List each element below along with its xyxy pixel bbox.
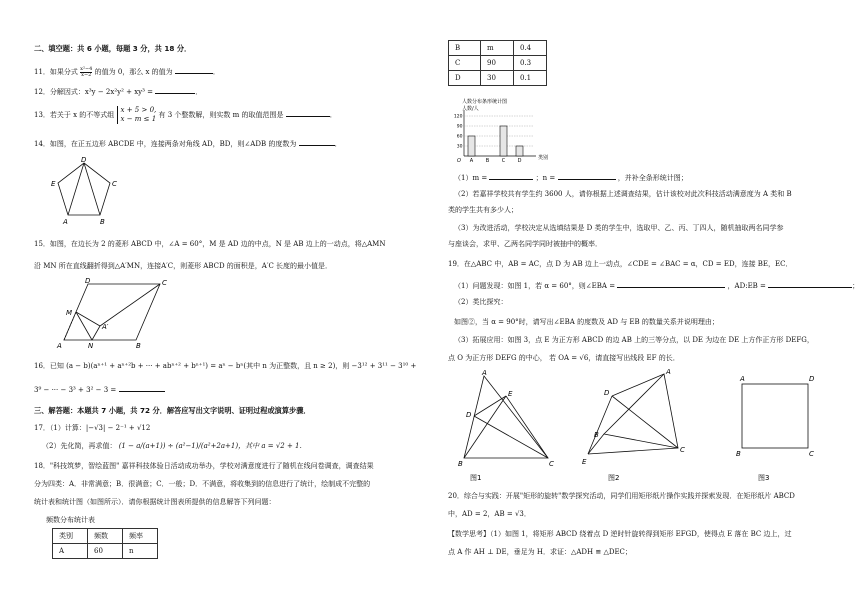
- segment-ec: [588, 448, 678, 454]
- square-abcd: [742, 384, 808, 448]
- q19-ratio-answer-blank[interactable]: [768, 280, 852, 288]
- segment-de: [588, 396, 612, 454]
- q17-part2-lead: （2）先化简，再求值：: [42, 442, 117, 450]
- question-20-line3: 【数学思考】（1）如图 1，将矩形 ABCD 绕着点 D 逆时针旋转得到矩形 EFGD，使得点 E 落在 BC 边上，过: [448, 530, 792, 538]
- figure-3: [730, 372, 820, 482]
- question-18-part2-line1: （2）若嘉祥学校共有学生约 3600 人，请你根据上述调查结果，估计该校对此次科技活动满意度为 A 类和 B: [454, 190, 792, 198]
- question-16-line2: [34, 384, 165, 395]
- table-cell: 60: [88, 544, 123, 559]
- fig3-caption: 图3: [758, 474, 770, 482]
- table-cell: B: [449, 41, 481, 56]
- question-14: 14．如图，在正五边形 ABCDE 中，连接两条对角线 AD，BD，则∠ADB 的度数为 ．: [34, 140, 342, 148]
- pentagon-outline: [58, 163, 110, 215]
- bar-chart: [448, 96, 558, 164]
- rhombus-label-a-prime: A′: [102, 323, 109, 331]
- q11-text-a: 11．如果分式: [34, 68, 78, 76]
- bar-chart-y-axis-label: 人数/人: [462, 106, 479, 112]
- bar-chart-y-tick-label: 90: [456, 124, 463, 130]
- table-cell: 30: [481, 71, 514, 86]
- rhombus-label-c: C: [162, 279, 167, 287]
- fold-line-mn: [76, 312, 92, 340]
- bar-chart-title: 人数分布条形统计图: [462, 99, 508, 105]
- q13-inequality-system: [117, 106, 157, 124]
- fig1-label-a: A: [482, 369, 487, 377]
- fig3-label-b: B: [736, 450, 741, 458]
- q13-answer-blank[interactable]: [286, 109, 330, 117]
- fig1-caption: 图1: [470, 474, 482, 482]
- table-header-cell: 频率: [123, 529, 158, 544]
- figure-2: [578, 368, 688, 482]
- question-18-line1: 18．"科技筑梦，智绘蓝图" 嘉祥科技体验日活动成功举办，学校对满意度进行了随机在线问卷调查，调查结果: [34, 462, 374, 470]
- bar-chart-x-tick-label: A: [469, 158, 474, 164]
- q18-part1-tail: ，并补全条形统计图；: [617, 174, 688, 182]
- table-cell: A: [53, 544, 88, 559]
- rhombus-outline: [64, 284, 160, 340]
- q14-text: 14．如图，在正五边形 ABCDE 中，连接两条对角线 AD，BD，则∠ADB 的度数为: [34, 140, 297, 148]
- pentagon-label-c: C: [112, 180, 117, 188]
- fig3-label-a: A: [740, 375, 745, 383]
- q12-answer-blank[interactable]: [155, 86, 195, 94]
- bar-chart-x-tick-label: B: [485, 158, 490, 164]
- table-row: [449, 71, 547, 86]
- fig1-label-d: D: [466, 411, 472, 419]
- diagonal-bd: [84, 163, 100, 215]
- fig2-label-e: E: [582, 458, 587, 466]
- fig2-label-c: C: [680, 446, 685, 454]
- question-18-part3-line2: 与座谈会，求甲、乙两名同学同时被抽中的概率．: [448, 240, 602, 248]
- question-17-part2: [42, 442, 307, 451]
- segment-ec: [506, 396, 548, 458]
- question-13: 13．若关于 x 的不等式组 x + 5 > 0, x − m ≤ 1 有 3 个整数解，则实数 m 的取值范围是 ．: [34, 106, 337, 123]
- q17-part2-expression: (1 − a/(a+1)) ÷ (a²−1)/(a²+2a+1)，其中 a = √2 + 1．: [118, 442, 307, 450]
- q11-text-b: 的值为 0，那么 x 的值为: [94, 68, 173, 76]
- question-18-part1: [454, 172, 688, 183]
- segment-dc: [474, 416, 548, 458]
- rhombus-label-d: D: [85, 278, 91, 285]
- q16-text: 3⁹ − ··· − 3³ + 3² − 3 =: [34, 386, 117, 394]
- section-solve-title: 三、解答题：本题共 7 小题，共 72 分．解答应写出文字说明、证明过程或演算步骤．: [34, 406, 311, 415]
- segment-na: [92, 326, 100, 340]
- bar-c: [500, 126, 507, 156]
- q18-part1-n: ；n =: [535, 174, 556, 182]
- pentagon-label-e: E: [51, 180, 56, 188]
- bar-a: [468, 136, 475, 156]
- bar-chart-x-tick-label: D: [517, 158, 522, 164]
- q19-angle-answer-blank[interactable]: [617, 280, 725, 288]
- question-15-line1: 15．如图，在边长为 2 的菱形 ABCD 中，∠A = 60°，M 是 AD 边的中点，N 是 AB 边上的一动点，将△AMN: [34, 240, 386, 248]
- question-15-line2: 沿 MN 所在直线翻折得到△A′MN，连接A′C，则菱形 ABCD 的面积是，A′C 长度的最小值是．: [34, 262, 333, 270]
- pentagon-label-d: D: [81, 156, 87, 164]
- fig2-label-a: A: [666, 368, 671, 376]
- question-19-part3-line1: （3）拓展应用：如图 3，点 E 为正方形 ABCD 的边 AB 上的三等分点，以 DE 为边在 DE 上方作正方形 DEFG，: [454, 336, 814, 344]
- table-header-cell: 频数: [88, 529, 123, 544]
- figure-1: [458, 368, 558, 482]
- table-cell: 0.3: [514, 56, 547, 71]
- bar-chart-origin-label: O: [457, 158, 461, 164]
- question-18-part3-line1: （3）为改进活动，学校决定从选填结果是 D 类的学生中，选取甲、乙、丙、丁四人，随机抽取两名同学参: [454, 224, 784, 232]
- table-cell: 0.1: [514, 71, 547, 86]
- table-cell: 0.4: [514, 41, 547, 56]
- bar-chart-y-tick-label: 120: [453, 114, 463, 120]
- segment-da: [612, 374, 664, 396]
- bar-chart-x-tick-label: C: [501, 158, 506, 164]
- question-18-line3: 统计表和统计图（如图所示）．请你根据统计图表所提供的信息解答下列问题：: [34, 498, 276, 506]
- question-12: 12．分解因式：x³y − 2x²y² + xy³ = ．: [34, 88, 203, 96]
- diagonal-ad: [68, 163, 84, 215]
- q19-ratio-text: ，AD:EB =: [727, 282, 766, 290]
- fig1-label-e: E: [508, 390, 513, 398]
- bar-chart-y-tick-label: 60: [456, 134, 463, 140]
- pentagon-label-a: A: [63, 218, 68, 226]
- q18-n-answer-blank[interactable]: [558, 172, 616, 180]
- q11-answer-blank[interactable]: [175, 66, 213, 74]
- segment-eb: [464, 396, 506, 458]
- table-cell: 90: [481, 56, 514, 71]
- q11-fraction-numerator: x²−4: [80, 65, 93, 72]
- question-16-line1: 16．已知 (a − b)(aⁿ⁺¹ + aⁿ⁺²b + ··· + abⁿ⁺² + bⁿ⁺¹) = aⁿ − bⁿ(其中 n 为正整数，且 n ≥ 2)，则 −3¹² + 3¹¹ − 3¹⁰ +: [34, 362, 417, 370]
- fig2-label-d: D: [604, 389, 610, 397]
- q13-text-a: 13．若关于 x 的不等式组: [34, 110, 115, 119]
- question-20-line4: 点 A 作 AH ⊥ DE，垂足为 H．求证：△ADH ≌ △DEC；: [448, 548, 632, 556]
- rhombus-label-m: M: [66, 309, 73, 317]
- question-19-part2: （2）类比探究：: [454, 298, 508, 306]
- q11-fraction: [80, 67, 92, 78]
- question-20-line2: 中，AD = 2，AB = √3．: [448, 510, 531, 518]
- question-19-part1: （1）问题发现：如图 1，若 α = 60°，则∠EBA = ，AD:EB = ；: [454, 282, 860, 290]
- question-19-line1: 19．在△ABC 中，AB = AC，点 D 为 AB 边上一动点，∠CDE = ∠BAC = α，CD = ED，连接 BE，EC．: [448, 260, 793, 268]
- question-11: 11．如果分式 $\frac{\text{x²−4}}{x-2}$ 的值为 0，那么 x 的值为 ．: [34, 65, 220, 78]
- frequency-table-right: [448, 40, 547, 86]
- fig2-label-b: B: [594, 431, 599, 439]
- question-17-part1: 17．（1）计算：|−√3| − 2⁻¹ + √12: [34, 424, 151, 432]
- fig3-label-d: D: [809, 375, 815, 383]
- q18-part1-m: （1）m =: [454, 174, 488, 182]
- segment-dc: [612, 396, 678, 448]
- fig3-label-c: C: [809, 450, 814, 458]
- frequency-table-title: 频数分布统计表: [46, 516, 95, 524]
- question-19-part2-detail: 如图②，当 α = 90°时，请写出∠EBA 的度数及 AD 与 EB 的数量关系并说明理由；: [454, 318, 719, 326]
- q19-part1-text: （1）问题发现：如图 1，若 α = 60°，则∠EBA =: [454, 282, 616, 290]
- q11-fraction-denominator: x−2: [81, 71, 92, 78]
- table-header-cell: 类别: [53, 529, 88, 544]
- table-cell: m: [481, 41, 514, 56]
- table-row: [449, 41, 547, 56]
- table-cell: D: [449, 71, 481, 86]
- question-18-part2-line2: 类的学生共有多少人；: [448, 206, 518, 214]
- q18-m-answer-blank[interactable]: [489, 172, 533, 180]
- triangle-abc: [464, 376, 548, 458]
- bar-chart-x-axis-label: 类别: [538, 155, 549, 161]
- rhombus-label-b: B: [136, 342, 141, 350]
- rhombus-figure: [48, 278, 188, 350]
- table-row: [449, 56, 547, 71]
- q12-text: 12．分解因式：x³y − 2x²y² + xy³ =: [34, 88, 154, 96]
- rhombus-label-n: N: [88, 342, 94, 350]
- bar-chart-y-tick-label: 30: [456, 144, 463, 150]
- q16-answer-blank[interactable]: [119, 384, 165, 392]
- table-row: [53, 544, 158, 559]
- table-header-row: [53, 529, 158, 544]
- question-19-part3-line2: 点 O 为正方形 DEFG 的中心， 若 OA = √6，请直接写出线段 EF 的长．: [448, 354, 680, 362]
- q13-inequality-2: x − m ≤ 1: [120, 114, 157, 123]
- frequency-table-left: [52, 528, 158, 559]
- bar-d: [516, 146, 523, 156]
- q14-answer-blank[interactable]: [299, 138, 335, 146]
- fig2-caption: 图2: [608, 474, 620, 482]
- q13-text-b: 有 3 个整数解，则实数 m 的取值范围是: [158, 110, 284, 119]
- fig1-label-c: C: [549, 460, 554, 468]
- fig1-label-b: B: [458, 460, 463, 468]
- table-cell: C: [449, 56, 481, 71]
- pentagon-figure: [44, 155, 124, 229]
- question-20-line1: 20．综合与实践：开展"矩形的旋转"数学探究活动，同学们用矩形纸片操作实践并探索发现．在矩形纸片 ABCD: [448, 492, 795, 500]
- table-cell: n: [123, 544, 158, 559]
- triangle-abc: [604, 374, 678, 448]
- section-fill-in-title: 二、填空题：共 6 小题，每题 3 分，共 18 分．: [34, 44, 192, 53]
- q13-inequality-1: x + 5 > 0,: [120, 106, 157, 114]
- pentagon-label-b: B: [100, 218, 105, 226]
- rhombus-label-a: A: [57, 342, 62, 350]
- question-18-line2: 分为四类：A．非常满意；B．很满意；C．一般；D．不满意，将收集到的信息进行了统计，绘制成不完整的: [34, 480, 371, 488]
